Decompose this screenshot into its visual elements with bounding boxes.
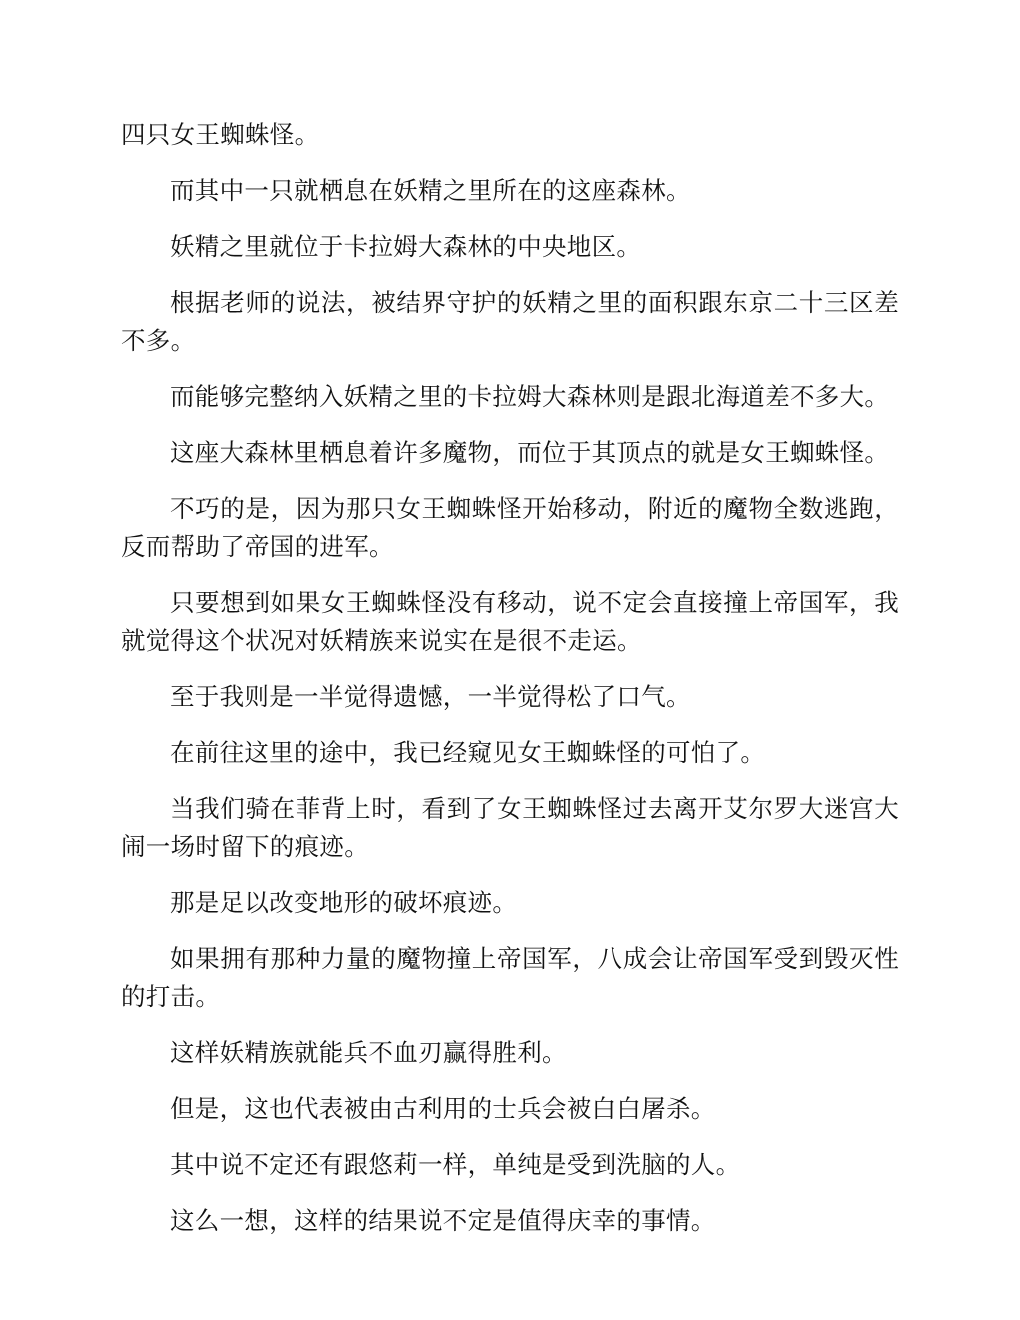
paragraph: 在前往这里的途中，我已经窥见女王蜘蛛怪的可怕了。: [170, 738, 766, 767]
paragraph: 这么一想，这样的结果说不定是值得庆幸的事情。: [170, 1206, 716, 1235]
paragraph: 四只女王蜘蛛怪。: [121, 120, 320, 149]
document-page: [121, 116, 899, 1258]
paragraph: 那是足以改变地形的破坏痕迹。: [170, 888, 518, 917]
paragraph: 只要想到如果女王蜘蛛怪没有移动，说不定会直接撞上帝国军，我就觉得这个状况对妖精族来说实在是很不走运。: [121, 588, 899, 655]
paragraph: 其中说不定还有跟悠莉一样，单纯是受到洗脑的人。: [170, 1150, 741, 1179]
paragraph: 妖精之里就位于卡拉姆大森林的中央地区。: [170, 232, 642, 261]
paragraph: 不巧的是，因为那只女王蜘蛛怪开始移动，附近的魔物全数逃跑，反而帮助了帝国的进军。: [121, 494, 899, 561]
paragraph: 如果拥有那种力量的魔物撞上帝国军，八成会让帝国军受到毁灭性的打击。: [121, 944, 899, 1011]
paragraph: 而能够完整纳入妖精之里的卡拉姆大森林则是跟北海道差不多大。: [170, 382, 890, 411]
paragraph: 但是，这也代表被由古利用的士兵会被白白屠杀。: [170, 1094, 716, 1123]
paragraph: 这座大森林里栖息着许多魔物，而位于其顶点的就是女王蜘蛛怪。: [170, 438, 890, 467]
paragraph: 至于我则是一半觉得遗憾，一半觉得松了口气。: [170, 682, 691, 711]
paragraph: 而其中一只就栖息在妖精之里所在的这座森林。: [170, 176, 691, 205]
paragraph: 根据老师的说法，被结界守护的妖精之里的面积跟东京二十三区差不多。: [121, 288, 899, 355]
paragraph: 当我们骑在菲背上时，看到了女王蜘蛛怪过去离开艾尔罗大迷宫大闹一场时留下的痕迹。: [121, 794, 899, 861]
paragraph: 这样妖精族就能兵不血刃赢得胜利。: [170, 1038, 567, 1067]
